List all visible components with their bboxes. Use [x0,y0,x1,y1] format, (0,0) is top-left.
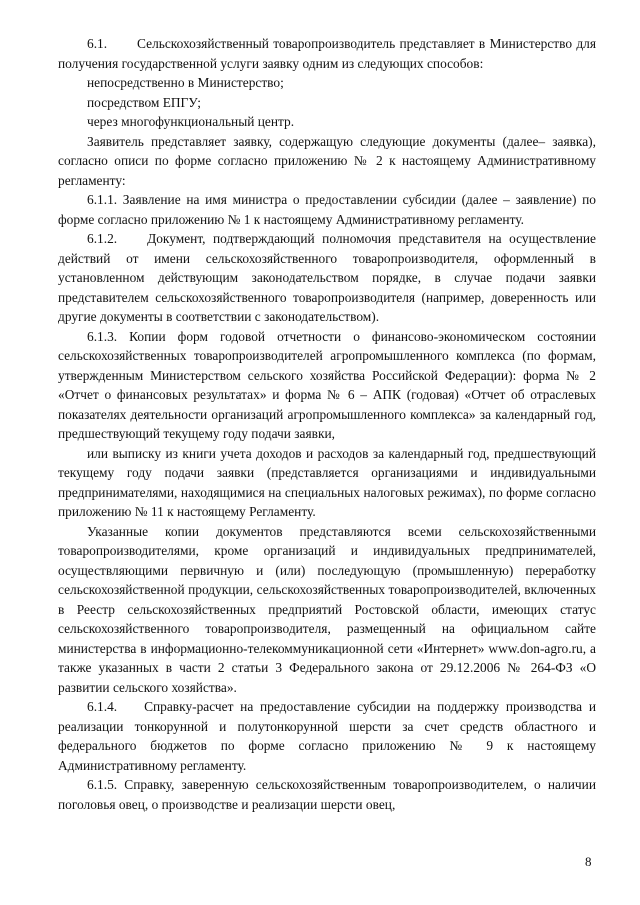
paragraph-6-1: 6.1. Сельскохозяйственный товаропроизводитель представляет в Министерство для получения государственной услуги заявку одним из следующих способов: [58,36,596,71]
list-item-ministry: непосредственно в Министерство; [87,75,284,90]
paragraph-applicant: Заявитель представляет заявку, содержащую следующие документы (далее– заявка), согласно описи по форме согласно приложению № 2 к настоящему Административному регламенту: [58,133,596,188]
paragraph-6-1-2: 6.1.2. Документ, подтверждающий полномочия представителя на осуществление действий от имени сельскохозяйственного товаропроизводителя, оформленный в установленном действующим законодательством порядке, в случае подачи заявки представителем сельскохозяйственного товаропроизводителя (например, доверенность или другие документы в соответствии с законодательством). [58,231,596,324]
page-number: 8 [585,854,592,869]
paragraph-copies-note: Указанные копии документов представляются всеми сельскохозяйственными товаропроизводителями, кроме организаций и индивидуальных предпринимателей, осуществляющими первичную и (или) последующую (промышленную) переработку сельскохозяйственной продукции, сельскохозяйственных товаропроизводителей, включенных в Реестр сельскохозяйственных предприятий Ростовской области, имеющих статус сельскохозяйственного товаропроизводителя, размещенный на официальном сайте министерства в информационно-телекоммуникационной сети «Интернет» www.don-agro.ru, а также указанных в части 2 статьи 3 Федерального закона от 29.12.2006 № 264-ФЗ «О развитии сельского хозяйства». [58,523,596,695]
paragraph-6-1-4: 6.1.4. Справку-расчет на предоставление субсидии на поддержку производства и реализации тонкорунной и полутонкорунной шерсти за счет средств областного и федерального бюджетов по форме согласно приложению № 9 к настоящему Административному регламенту. [58,699,596,773]
paragraph-6-1-3: 6.1.3. Копии форм годовой отчетности о финансово-экономическом состоянии сельскохозяйственных товаропроизводителей агропромышленного комплекса (по формам, утвержденным Министерством сельского хозяйства Российской Федерации): форма № 2 «Отчет о финансовых результатах» и форма № 6 – АПК (годовая) «Отчет об отраслевых показателях деятельности организаций агропромышленного комплекса» за календарный год, предшествующий текущему году подачи заявки, [58,328,596,441]
list-item-epgu: посредством ЕПГУ; [87,94,201,110]
paragraph-6-1-1: 6.1.1. Заявление на имя министра о предоставлении субсидии (далее – заявление) по форме согласно приложению № 1 к настоящему Административному регламенту. [58,192,596,227]
list-item-mfc: через многофункциональный центр. [87,114,295,129]
document-body [58,34,596,814]
paragraph-ledger-extract: или выписку из книги учета доходов и расходов за календарный год, предшествующий текущему году подачи заявки (представляется организациями и индивидуальными предпринимателями, находящимися на специальных налоговых режимах), по форме согласно приложению № 11 к настоящему Регламенту. [58,445,596,519]
paragraph-6-1-5: 6.1.5. Справку, заверенную сельскохозяйственным товаропроизводителем, о наличии поголовья овец, о производстве и реализации шерсти овец, [58,777,596,812]
